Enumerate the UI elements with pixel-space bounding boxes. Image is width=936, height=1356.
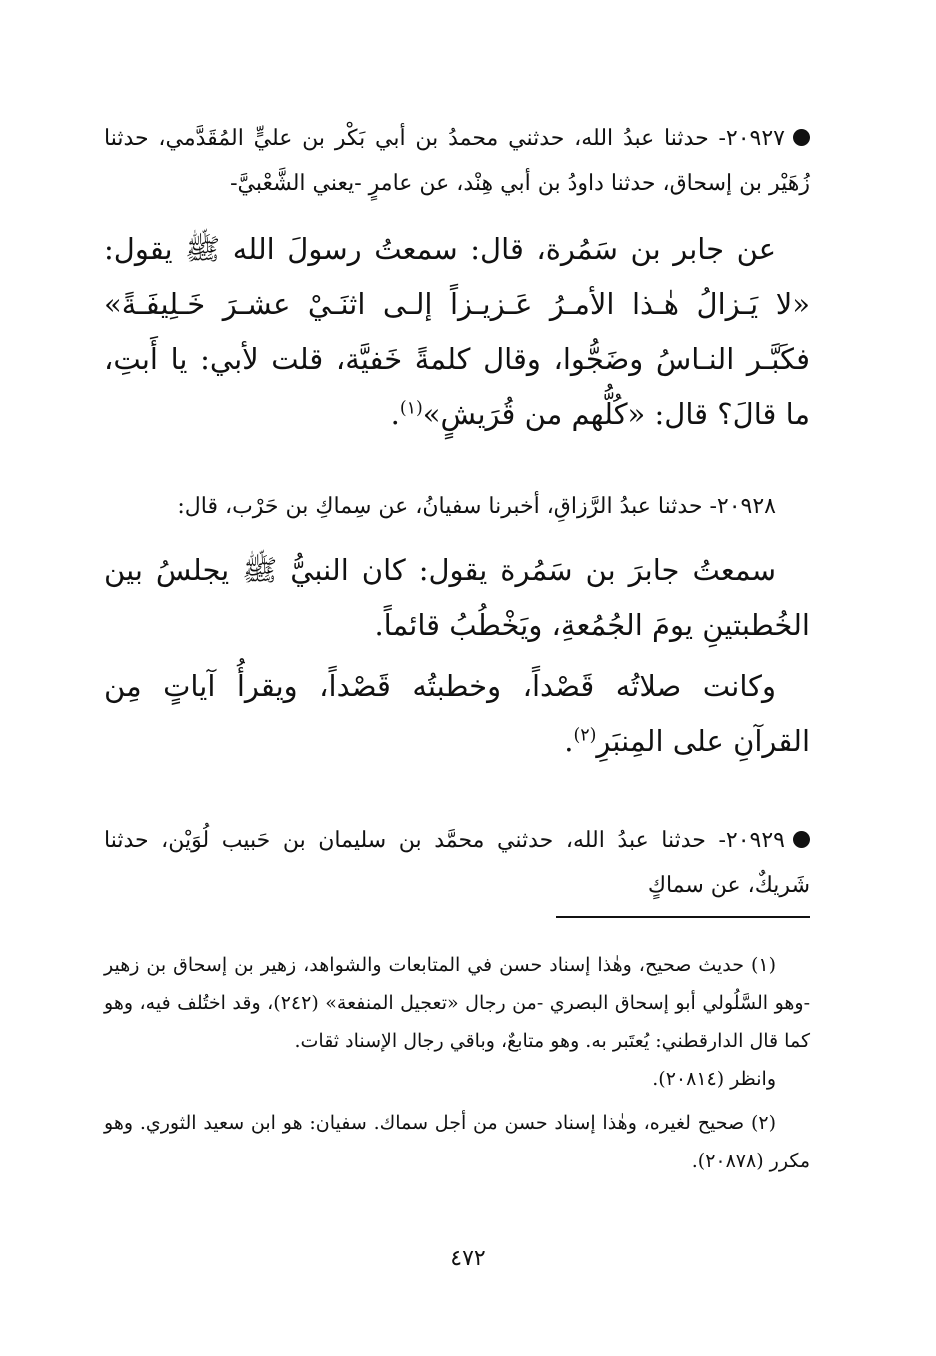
- hadith-20927-isnad: ٢٠٩٢٧- حدثنا عبدُ الله، حدثني محمدُ بن أبي بَكْر بن عليٍّ المُقَدَّمي، حدثنا زُهَيْر بن إسحاق، حدثنا داودُ بن أبي هِنْد، عن عامرٍ -يعني الشَّعْبيَّ-: [104, 126, 810, 196]
- footnote-separator: [556, 916, 810, 918]
- hadith-20928-isnad: ٢٠٩٢٨- حدثنا عبدُ الرَّزاقِ، أخبرنا سفيانُ، عن سِماكِ بن حَرْب، قال:: [177, 494, 776, 519]
- bullet-dot-icon: [793, 129, 810, 146]
- hadith-20928-matn-1: سمعتُ جابرَ بن سَمُرة يقول: كان النبيُّ ﷺ يجلسُ بين الخُطبتينِ يومَ الجُمُعةِ، ويَخْطُبُ قائماً.: [104, 553, 810, 642]
- bullet-dot-icon: [793, 831, 810, 848]
- footnote-1-ref: وانظر (٢٠٨١٤).: [652, 1068, 776, 1090]
- footnote-marker-2[interactable]: (٢): [573, 725, 597, 746]
- page-number: ٤٧٢: [450, 1246, 486, 1271]
- hadith-20928: [104, 484, 810, 769]
- hadith-20928-matn-2: وكانت صلاتُه قَصْداً، وخطبتُه قَصْداً، ويقرأُ آياتٍ مِن القرآنِ على المِنبَرِ$^{(٢)}$.: [104, 669, 810, 758]
- footnote-2: (٢) صحيح لغيره، وهٰذا إسناد حسن من أجل سماك. سفيان: هو ابن سعيد الثوري. وهو مكرر (٢٠٨٧٨).: [104, 1112, 810, 1172]
- hadith-20929: [104, 818, 810, 908]
- hadith-20927: [104, 116, 810, 442]
- footnotes: [104, 946, 810, 1180]
- footnote-marker-1[interactable]: (١): [399, 398, 423, 419]
- footnote-1: (١) حديث صحيح، وهٰذا إسناد حسن في المتابعات والشواهد، زهير بن إسحاق بن زهير -وهو السَّلُولي أبو إسحاق البصري -من رجال «تعجيل المنفعة» (٢٤٢)، وقد اختُلف فيه، وهو كما قال الدارقطني: يُعتَبر به. وهو متابعٌ، وباقي رجال الإسناد ثقات.: [104, 954, 811, 1052]
- hadith-20927-matn: عن جابر بن سَمُرة، قال: سمعتُ رسولَ الله ﷺ يقول: «لا يَـزالُ هٰـذا الأمـرُ عَـزيـزاً إلـى اثنَـيْ عشـرَ خَـلِيفَـةً» فكَبَّـر النـاسُ وضَجُّوا، وقال كلمةً خَفيَّة، قلت لأبي: يا أَبتِ، ما قالَ؟ قال: «كُلُّهم من قُرَيشٍ»$^{(١)}$.: [104, 232, 810, 431]
- hadith-20929-isnad: ٢٠٩٢٩- حدثنا عبدُ الله، حدثني محمَّد بن سليمان بن حَبيب لُوَيْن، حدثنا شَريكٌ، عن سماكٍ: [104, 828, 810, 898]
